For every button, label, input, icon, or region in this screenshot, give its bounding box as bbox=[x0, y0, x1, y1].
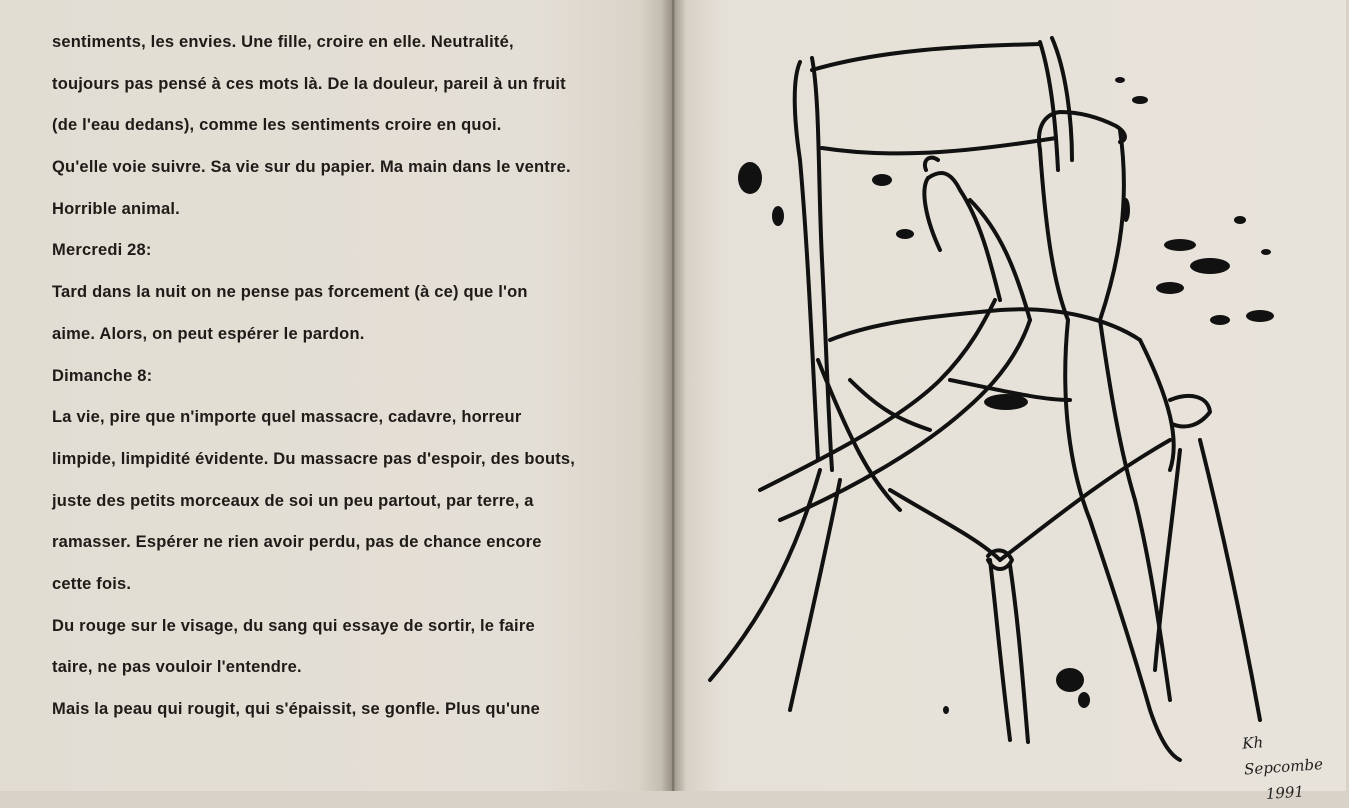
text-line: La vie, pire que n'importe quel massacre, cadavre, horreur bbox=[52, 408, 522, 427]
book-gutter bbox=[660, 0, 686, 791]
text-line: ramasser. Espérer ne rien avoir perdu, pas de chance encore bbox=[52, 533, 542, 552]
signature-name: Kh Sepcombe bbox=[1241, 733, 1324, 779]
text-line: cette fois. bbox=[52, 574, 132, 593]
text-line: limpide, limpidité évidente. Du massacre pas d'espoir, des bouts, bbox=[52, 449, 576, 468]
text-line: taire, ne pas vouloir l'entendre. bbox=[52, 658, 302, 677]
date-heading: Dimanche 8: bbox=[52, 366, 153, 385]
text-block bbox=[52, 22, 652, 731]
chair-legs-ink-drawing bbox=[700, 20, 1300, 780]
text-line: Mais la peau qui rougit, qui s'épaissit, se gonfle. Plus qu'une bbox=[52, 700, 541, 718]
text-line: Horrible animal. bbox=[52, 199, 180, 218]
text-line: aime. Alors, on peut espérer le pardon. bbox=[52, 324, 365, 343]
text-line: sentiments, les envies. Une fille, croire en elle. Neutralité, bbox=[52, 33, 514, 51]
text-line: Qu'elle voie suivre. Sa vie sur du papier. Ma main dans le ventre. bbox=[52, 158, 571, 177]
date-heading: Mercredi 28: bbox=[52, 241, 152, 260]
text-line: toujours pas pensé à ces mots là. De la douleur, pareil à un fruit bbox=[52, 74, 566, 93]
signature-year: 1991 bbox=[1265, 782, 1305, 804]
text-line: (de l'eau dedans), comme les sentiments croire en quoi. bbox=[52, 116, 502, 135]
text-line: juste des petits morceaux de soi un peu partout, par terre, a bbox=[52, 491, 534, 510]
artist-signature bbox=[1241, 724, 1348, 808]
text-line: Tard dans la nuit on ne pense pas forcement (à ce) que l'on bbox=[52, 283, 528, 302]
text-line: Du rouge sur le visage, du sang qui essaye de sortir, le faire bbox=[52, 616, 535, 635]
